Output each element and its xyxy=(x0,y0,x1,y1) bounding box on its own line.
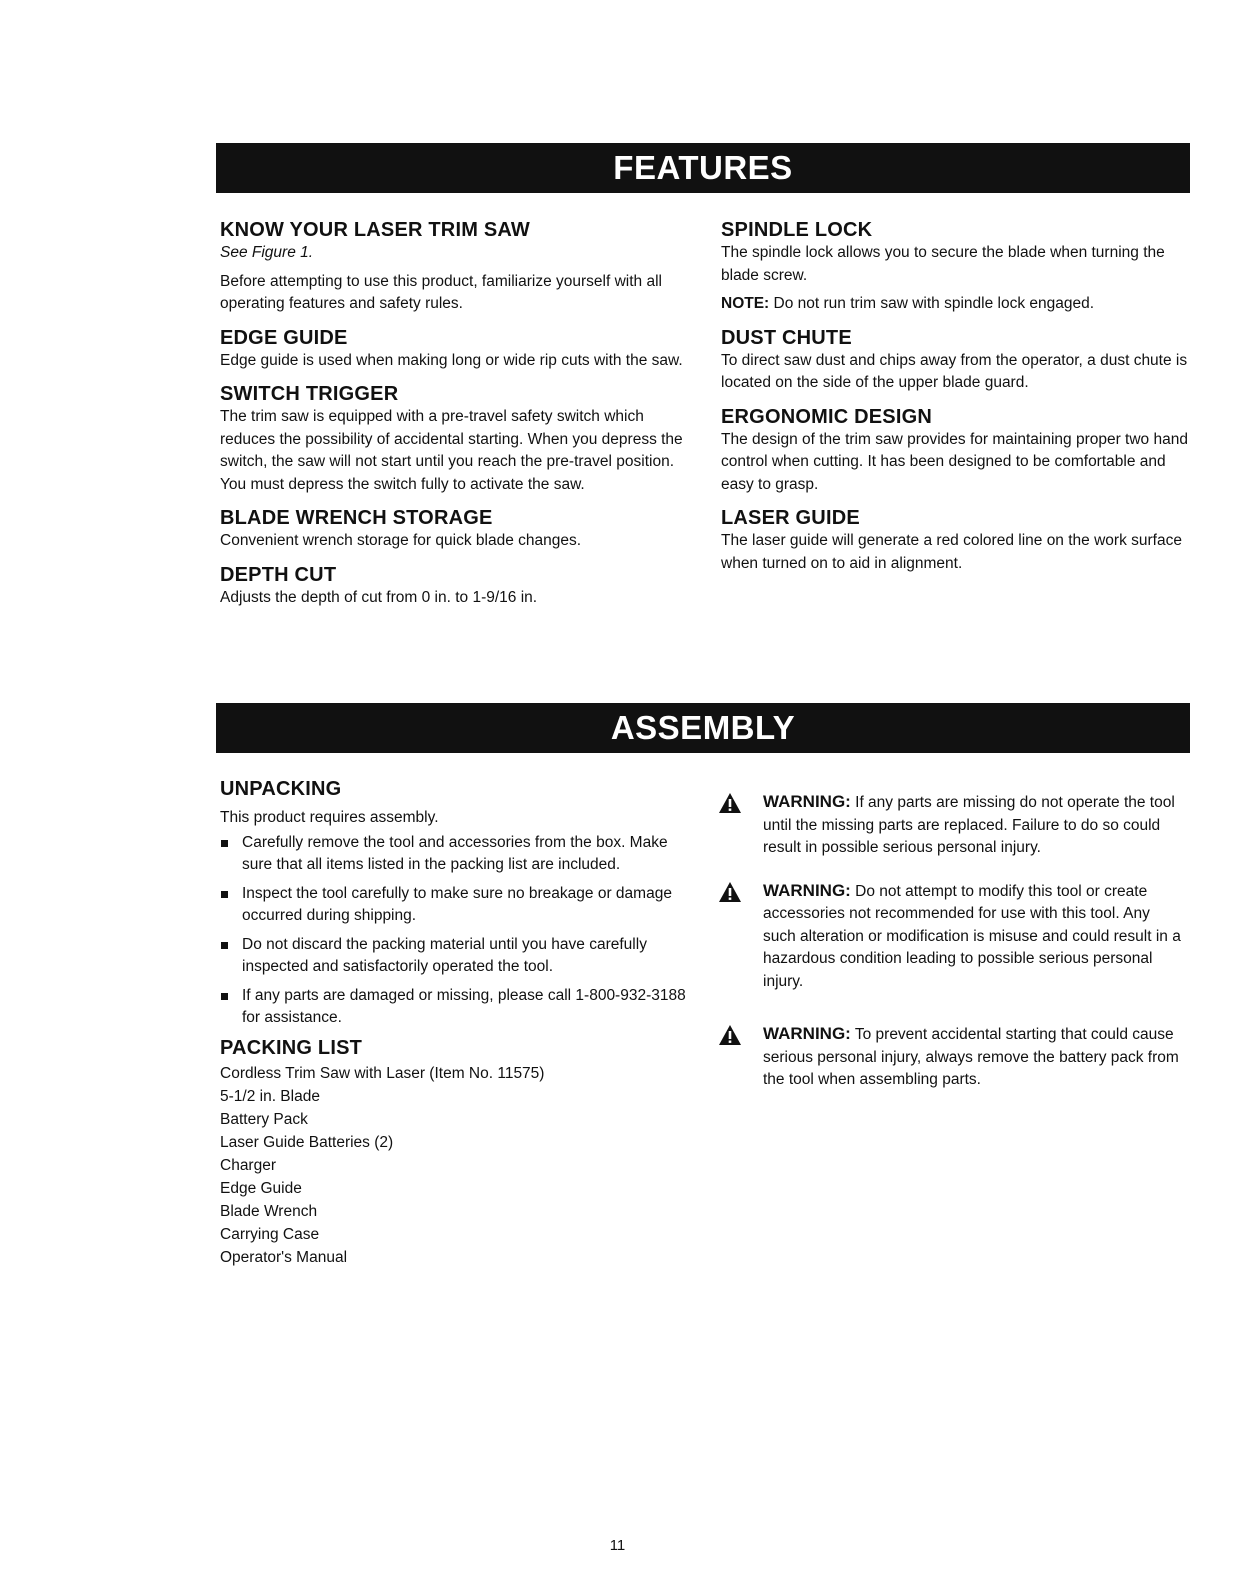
section-body: The design of the trim saw provides for maintaining proper two hand control when cutting. It has been designed to be comfortable and easy to grasp. xyxy=(721,430,1188,493)
section-spindle-lock xyxy=(721,218,1191,316)
features-banner: FEATURES xyxy=(216,143,1190,193)
section-heading: PACKING LIST xyxy=(220,1036,363,1059)
warning-message: If any parts are missing do not operate the tool until the missing parts are replaced. Failure to do so could result in possible serious personal injury. xyxy=(763,794,1175,856)
section-heading: ERGONOMIC DESIGN xyxy=(721,405,932,428)
section-edge-guide xyxy=(220,326,690,373)
section-heading: SWITCH TRIGGER xyxy=(220,383,399,405)
warning-block xyxy=(719,880,1181,994)
page-number: 11 xyxy=(609,1537,626,1554)
section-ergonomic-design xyxy=(721,405,1191,497)
warning-label: WARNING: xyxy=(763,792,851,811)
assembly-left-column xyxy=(220,777,690,1269)
list-item: Operator's Manual xyxy=(220,1248,348,1266)
warning-label: WARNING: xyxy=(763,880,851,900)
warning-block xyxy=(719,791,1181,860)
section-heading: LASER GUIDE xyxy=(721,507,860,529)
assembly-right-column xyxy=(719,791,1181,1112)
bullet-icon xyxy=(221,891,228,898)
packing-list xyxy=(220,1062,690,1269)
warning-text xyxy=(763,880,1181,994)
note-text: Do not run trim saw with spindle lock engaged. xyxy=(769,295,1095,312)
assembly-banner: ASSEMBLY xyxy=(216,703,1190,753)
warning-message: Do not attempt to modify this tool or create accessories not recommended for use with this tool. Any such alteration or modification is misuse and could result in a hazardous condition leading to possible serious personal injury. xyxy=(763,882,1181,990)
warning-triangle-icon xyxy=(719,793,741,813)
list-item xyxy=(220,934,690,979)
list-item-text: Carefully remove the tool and accessories from the box. Make sure that all items listed in the packing list are included. xyxy=(242,833,668,873)
section-unpacking xyxy=(220,777,690,1030)
section-heading: EDGE GUIDE xyxy=(220,326,348,349)
section-heading: DEPTH CUT xyxy=(220,563,337,586)
list-item: Battery Pack xyxy=(220,1110,308,1128)
list-item-text: Inspect the tool carefully to make sure no breakage or damage occurred during shipping. xyxy=(242,884,672,924)
section-switch-trigger xyxy=(220,382,690,496)
warning-label: WARNING: xyxy=(763,1024,851,1043)
warning-triangle-icon xyxy=(719,882,741,902)
bullet-icon xyxy=(221,840,228,847)
warning-text xyxy=(763,791,1181,860)
list-item: Laser Guide Batteries (2) xyxy=(220,1133,394,1151)
bullet-icon xyxy=(221,993,228,1000)
bullet-icon xyxy=(221,942,228,949)
section-dust-chute xyxy=(721,326,1191,395)
section-heading: UNPACKING xyxy=(220,778,342,800)
section-body: Adjusts the depth of cut from 0 in. to 1-9/16 in. xyxy=(220,588,538,606)
list-item: Charger xyxy=(220,1156,276,1174)
list-item xyxy=(220,832,690,877)
section-body: Before attempting to use this product, familiarize yourself with all operating features and safety rules. xyxy=(220,272,662,312)
features-right-column xyxy=(721,218,1191,575)
section-packing-list xyxy=(220,1036,690,1269)
list-item: 5-1/2 in. Blade xyxy=(220,1087,320,1105)
list-item xyxy=(220,883,690,928)
section-laser-guide xyxy=(721,506,1191,575)
note-label: NOTE: xyxy=(721,295,770,312)
note-line xyxy=(721,293,1191,316)
section-heading: KNOW YOUR LASER TRIM SAW xyxy=(220,219,530,241)
warning-message: To prevent accidental starting that could cause serious personal injury, always remove the battery pack from the tool when assembling parts. xyxy=(763,1026,1179,1088)
section-depth-cut xyxy=(220,563,690,610)
section-heading: BLADE WRENCH STORAGE xyxy=(220,507,493,529)
list-item xyxy=(220,985,690,1030)
warning-text xyxy=(763,1023,1181,1092)
section-body: The laser guide will generate a red colored line on the work surface when turned on to aid in alignment. xyxy=(721,532,1182,572)
section-body: The trim saw is equipped with a pre-travel safety switch which reduces the possibility of accidental starting. When you depress the switch, the saw will not start until you reach the pre-travel position. You must depress the switch fully to activate the saw. xyxy=(220,408,683,493)
section-body: Edge guide is used when making long or wide rip cuts with the saw. xyxy=(220,351,683,369)
section-body: Convenient wrench storage for quick blade changes. xyxy=(220,532,582,549)
section-body: To direct saw dust and chips away from the operator, a dust chute is located on the side of the upper blade guard. xyxy=(721,351,1188,391)
warning-block xyxy=(719,1023,1181,1092)
section-know-your-saw xyxy=(220,218,690,316)
section-body: The spindle lock allows you to secure the blade when turning the blade screw. xyxy=(721,244,1165,284)
list-item: Blade Wrench xyxy=(220,1202,318,1220)
list-item-text: If any parts are damaged or missing, please call 1-800-932-3188 for assistance. xyxy=(242,986,686,1026)
list-item: Carrying Case xyxy=(220,1225,320,1243)
section-heading: SPINDLE LOCK xyxy=(721,219,873,241)
list-item: Cordless Trim Saw with Laser (Item No. 11575) xyxy=(220,1064,545,1082)
warning-triangle-icon xyxy=(719,1025,741,1045)
list-item-text: Do not discard the packing material until you have carefully inspected and satisfactorily operated the tool. xyxy=(242,935,647,975)
section-heading: DUST CHUTE xyxy=(721,326,852,349)
unpacking-list xyxy=(220,832,690,1030)
section-blade-wrench-storage xyxy=(220,506,690,553)
features-left-column xyxy=(220,218,690,609)
list-item: Edge Guide xyxy=(220,1179,302,1197)
unpacking-intro: This product requires assembly. xyxy=(220,809,439,826)
figure-reference: See Figure 1. xyxy=(220,244,314,261)
